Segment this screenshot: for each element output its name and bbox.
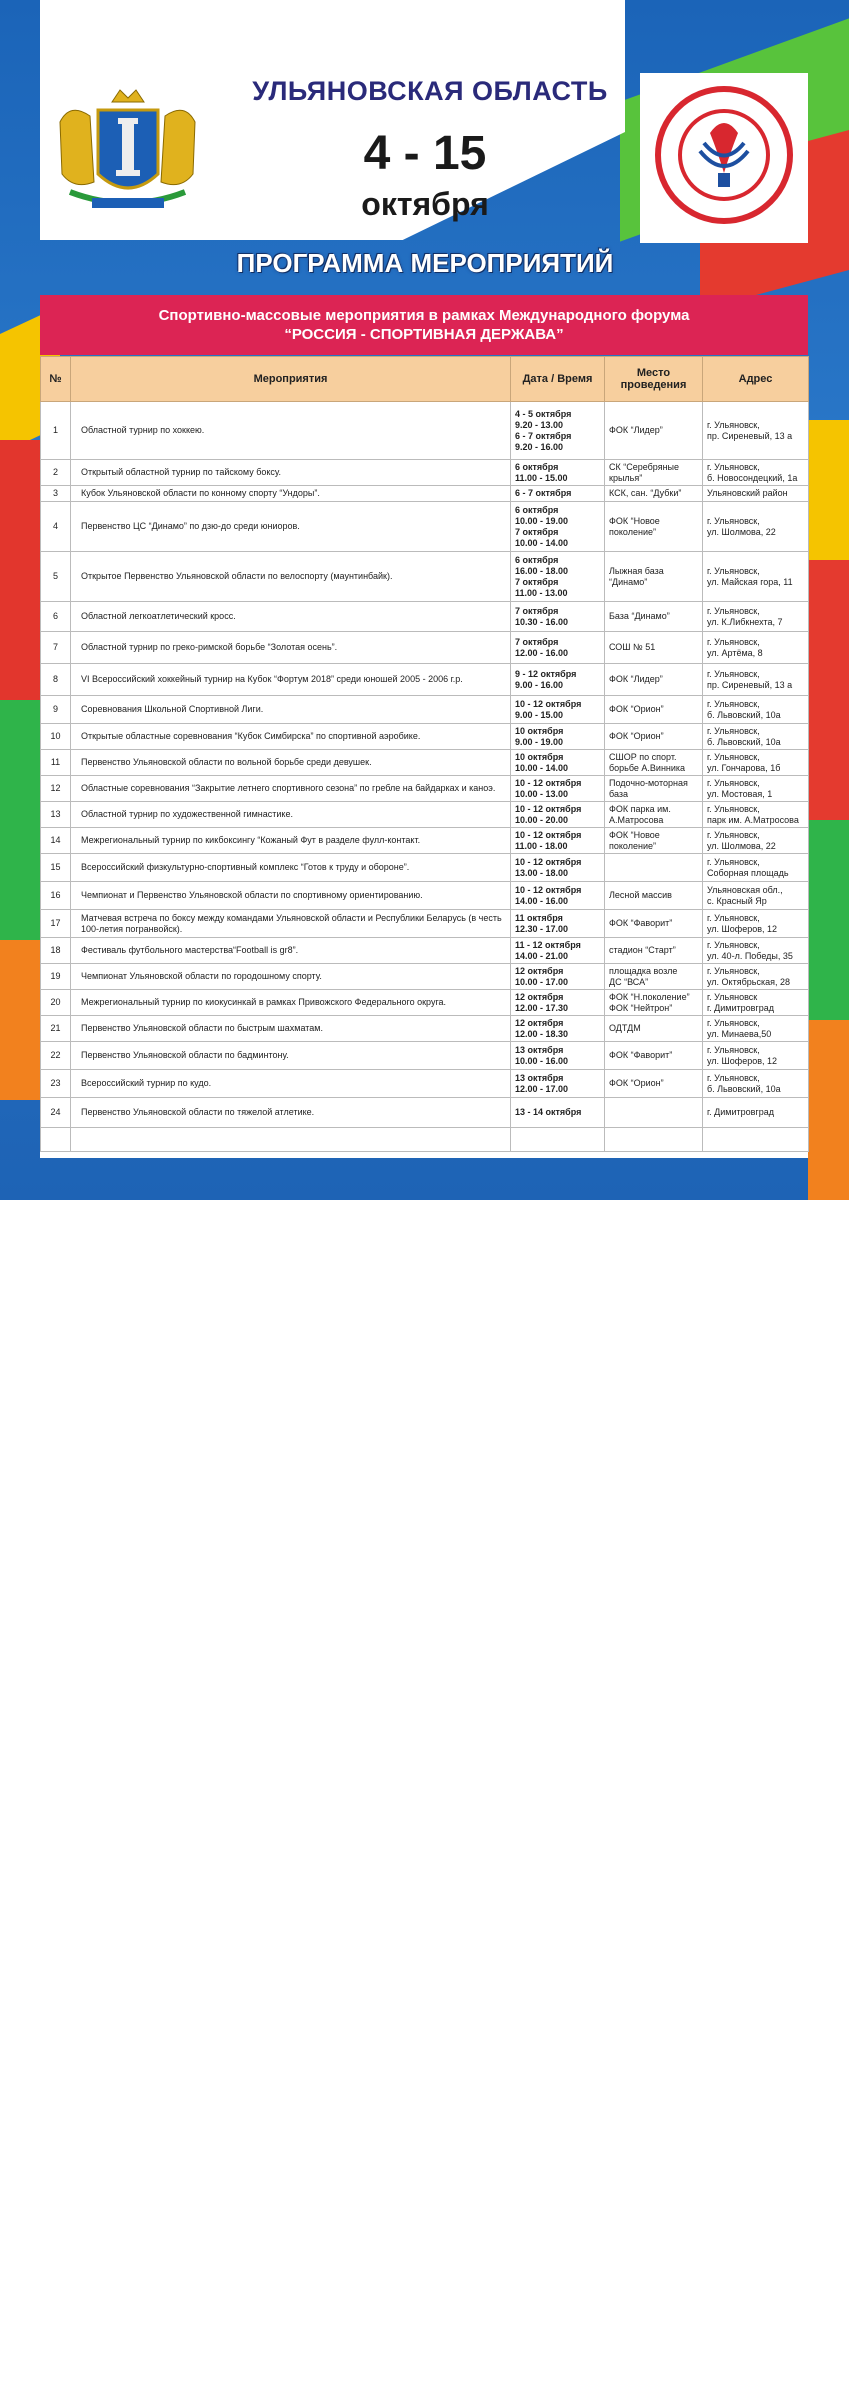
row-date: 10 - 12 октября 11.00 - 18.00 [511, 828, 605, 854]
event-month: октября [361, 186, 489, 222]
row-number: 19 [41, 964, 71, 990]
table-row [41, 882, 809, 910]
row-number: 8 [41, 664, 71, 696]
row-event: Чемпионат Ульяновской области по городошному спорту. [71, 964, 511, 990]
row-place: ФОК “Новое поколение” [605, 828, 703, 854]
row-place [605, 1098, 703, 1128]
coat-of-arms [50, 82, 205, 222]
row-number: 2 [41, 460, 71, 486]
row-event: Кубок Ульяновской области по конному спорту “Ундоры”. [71, 486, 511, 502]
row-event: Первенство ЦС “Динамо” по дзю-до среди юниоров. [71, 502, 511, 552]
row-event: Чемпионат и Первенство Ульяновской области по спортивному ориентированию. [71, 882, 511, 910]
row-date: 12 октября 12.00 - 17.30 [511, 990, 605, 1016]
row-address: Ульяновская обл., с. Красный Яр [703, 882, 809, 910]
row-address: г. Ульяновск, пр. Сиреневый, 13 а [703, 664, 809, 696]
row-number: 1 [41, 402, 71, 460]
table-row [41, 502, 809, 552]
decor-stripe-orange-right [808, 1020, 849, 1200]
row-date: 6 - 7 октября [511, 486, 605, 502]
row-event: Областной турнир по художественной гимнастике. [71, 802, 511, 828]
row-place: СШОР по спорт. борьбе А.Винника [605, 750, 703, 776]
empty-cell [511, 1128, 605, 1152]
row-event: Областной турнир по хоккею. [71, 402, 511, 460]
row-place: СК “Серебряные крылья” [605, 460, 703, 486]
table-row [41, 602, 809, 632]
row-event: Межрегиональный турнир по кикбоксингу “Кожаный Фут в разделе фулл-контакт. [71, 828, 511, 854]
header-address: Адрес [703, 357, 809, 402]
empty-cell [703, 1128, 809, 1152]
row-event: Матчевая встреча по боксу между командами Ульяновской области и Республики Беларусь (в честь 100-летия погранвойск). [71, 910, 511, 938]
table-header-row [41, 357, 809, 402]
table-row [41, 990, 809, 1016]
row-number: 15 [41, 854, 71, 882]
row-number: 22 [41, 1042, 71, 1070]
table-row [41, 460, 809, 486]
row-place: База “Динамо” [605, 602, 703, 632]
row-place: Лыжная база “Динамо” [605, 552, 703, 602]
row-address: г. Ульяновск, ул. 40-л. Победы, 35 [703, 938, 809, 964]
row-address: г. Ульяновск, ул. Шолмова, 22 [703, 828, 809, 854]
row-date: 6 октября 16.00 - 18.00 7 октября 11.00 - 13.00 [511, 552, 605, 602]
row-address: г. Ульяновск, пр. Сиреневый, 13 а [703, 402, 809, 460]
row-date: 12 октября 12.00 - 18.30 [511, 1016, 605, 1042]
row-date: 10 - 12 октября 14.00 - 16.00 [511, 882, 605, 910]
row-address: г. Ульяновск, ул. Октябрьская, 28 [703, 964, 809, 990]
row-place: ФОК “Новое поколение” [605, 502, 703, 552]
row-number: 5 [41, 552, 71, 602]
decor-stripe-green [0, 700, 45, 940]
row-address: г. Ульяновск, б. Львовский, 10а [703, 724, 809, 750]
row-address: г. Ульяновск, ул. Майская гора, 11 [703, 552, 809, 602]
header-event: Мероприятия [71, 357, 511, 402]
table-row [41, 828, 809, 854]
row-number: 12 [41, 776, 71, 802]
row-number: 14 [41, 828, 71, 854]
row-place: Лесной массив [605, 882, 703, 910]
row-place [605, 854, 703, 882]
row-date: 11 октября 12.30 - 17.00 [511, 910, 605, 938]
row-event: Открытый областной турнир по тайскому боксу. [71, 460, 511, 486]
row-place: ФОК “Фаворит” [605, 1042, 703, 1070]
row-address: г. Ульяновск, ул. Шолмова, 22 [703, 502, 809, 552]
row-event: VI Всероссийский хоккейный турнир на Кубок “Фортум 2018” среди юношей 2005 - 2006 г.р. [71, 664, 511, 696]
row-place: площадка возле ДС “ВСА” [605, 964, 703, 990]
row-address: г. Ульяновск, ул. Шоферов, 12 [703, 1042, 809, 1070]
row-address: Ульяновский район [703, 486, 809, 502]
row-number: 13 [41, 802, 71, 828]
row-place: ФОК “Лидер” [605, 402, 703, 460]
table-row [41, 724, 809, 750]
ministry-logo [640, 73, 808, 243]
row-address: г. Ульяновск, ул. К.Либкнехта, 7 [703, 602, 809, 632]
row-date: 12 октября 10.00 - 17.00 [511, 964, 605, 990]
decor-stripe-orange [0, 940, 45, 1100]
decor-stripe-red-right [808, 560, 849, 820]
row-event: Первенство Ульяновской области по бадминтону. [71, 1042, 511, 1070]
row-address: г. Ульяновск г. Димитровград [703, 990, 809, 1016]
row-date: 10 октября 9.00 - 19.00 [511, 724, 605, 750]
row-number: 16 [41, 882, 71, 910]
row-address: г. Ульяновск, ул. Минаева,50 [703, 1016, 809, 1042]
row-place: ФОК “Н.поколение” ФОК “Нейтрон” [605, 990, 703, 1016]
row-place: ФОК “Орион” [605, 724, 703, 750]
row-date: 10 - 12 октября 10.00 - 13.00 [511, 776, 605, 802]
row-date: 6 октября 11.00 - 15.00 [511, 460, 605, 486]
empty-cell [41, 1128, 71, 1152]
row-date: 7 октября 10.30 - 16.00 [511, 602, 605, 632]
row-address: г. Ульяновск, б. Новосондецкий, 1а [703, 460, 809, 486]
row-date: 10 - 12 октября 13.00 - 18.00 [511, 854, 605, 882]
table-row [41, 1098, 809, 1128]
row-date: 11 - 12 октября 14.00 - 21.00 [511, 938, 605, 964]
row-event: Открытые областные соревнования “Кубок Симбирска” по спортивной аэробике. [71, 724, 511, 750]
row-address: г. Ульяновск, ул. Шоферов, 12 [703, 910, 809, 938]
row-event: Областные соревнования “Закрытие летнего спортивного сезона” по гребле на байдарках и каноэ. [71, 776, 511, 802]
row-date: 6 октября 10.00 - 19.00 7 октября 10.00 - 14.00 [511, 502, 605, 552]
events-table [40, 356, 809, 1152]
table-row [41, 552, 809, 602]
table-row [41, 1042, 809, 1070]
row-number: 11 [41, 750, 71, 776]
row-date: 10 октября 10.00 - 14.00 [511, 750, 605, 776]
row-event: Открытое Первенство Ульяновской области по велоспорту (маунтинбайк). [71, 552, 511, 602]
table-row [41, 1016, 809, 1042]
row-event: Соревнования Школьной Спортивной Лиги. [71, 696, 511, 724]
row-date: 9 - 12 октября 9.00 - 16.00 [511, 664, 605, 696]
event-dates: 4 - 15 [363, 127, 487, 180]
row-event: Всероссийский физкультурно-спортивный комплекс “Готов к труду и обороне”. [71, 854, 511, 882]
row-address: г. Ульяновск, Соборная площадь [703, 854, 809, 882]
row-number: 6 [41, 602, 71, 632]
row-number: 4 [41, 502, 71, 552]
row-date: 10 - 12 октября 9.00 - 15.00 [511, 696, 605, 724]
row-date: 13 октября 12.00 - 17.00 [511, 1070, 605, 1098]
forum-banner [40, 295, 808, 355]
row-date: 13 - 14 октября [511, 1098, 605, 1128]
row-address: г. Ульяновск, ул. Гончарова, 1б [703, 750, 809, 776]
header-number: № [41, 357, 71, 402]
table-row [41, 1070, 809, 1098]
row-place: ФОК парка им. А.Матросова [605, 802, 703, 828]
table-row [41, 938, 809, 964]
row-event: Первенство Ульяновской области по вольной борьбе среди девушек. [71, 750, 511, 776]
row-number: 18 [41, 938, 71, 964]
table-row [41, 910, 809, 938]
region-title: УЛЬЯНОВСКАЯ ОБЛАСТЬ [252, 76, 608, 106]
table-row [41, 696, 809, 724]
table-row-empty [41, 1128, 809, 1152]
row-event: Всероссийский турнир по кудо. [71, 1070, 511, 1098]
banner-line-2: “РОССИЯ - СПОРТИВНАЯ ДЕРЖАВА” [284, 326, 564, 343]
events-table-wrap [40, 356, 808, 1158]
row-date: 10 - 12 октября 10.00 - 20.00 [511, 802, 605, 828]
row-place: СОШ № 51 [605, 632, 703, 664]
decor-stripe-green-right [808, 820, 849, 1020]
row-place: ФОК “Лидер” [605, 664, 703, 696]
row-place: ОДТДМ [605, 1016, 703, 1042]
row-address: г. Ульяновск, ул. Артёма, 8 [703, 632, 809, 664]
table-row [41, 750, 809, 776]
table-row [41, 632, 809, 664]
table-row [41, 664, 809, 696]
row-number: 10 [41, 724, 71, 750]
row-address: г. Димитровград [703, 1098, 809, 1128]
row-address: г. Ульяновск, парк им. А.Матросова [703, 802, 809, 828]
header-date: Дата / Время [511, 357, 605, 402]
decor-stripe-yellow-right [808, 420, 849, 560]
row-place: ФОК “Орион” [605, 696, 703, 724]
row-date: 13 октября 10.00 - 16.00 [511, 1042, 605, 1070]
row-place: КСК, сан. “Дубки” [605, 486, 703, 502]
row-number: 23 [41, 1070, 71, 1098]
table-row [41, 776, 809, 802]
row-number: 9 [41, 696, 71, 724]
header-place: Место проведения [605, 357, 703, 402]
empty-cell [71, 1128, 511, 1152]
ministry-logo-box [640, 73, 808, 243]
row-event: Областной легкоатлетический кросс. [71, 602, 511, 632]
row-event: Межрегиональный турнир по киокусинкай в рамках Привожского Федерального округа. [71, 990, 511, 1016]
row-address: г. Ульяновск, б. Львовский, 10а [703, 696, 809, 724]
table-row [41, 486, 809, 502]
row-address: г. Ульяновск, ул. Мостовая, 1 [703, 776, 809, 802]
row-number: 17 [41, 910, 71, 938]
banner-line-1: Спортивно-массовые мероприятия в рамках Международного форума [158, 307, 690, 324]
row-event: Первенство Ульяновской области по быстрым шахматам. [71, 1016, 511, 1042]
program-title: ПРОГРАММА МЕРОПРИЯТИЙ [236, 248, 614, 278]
row-date: 4 - 5 октября 9.20 - 13.00 6 - 7 октября 9.20 - 16.00 [511, 402, 605, 460]
row-address: г. Ульяновск, б. Львовский, 10а [703, 1070, 809, 1098]
row-number: 3 [41, 486, 71, 502]
row-event: Первенство Ульяновской области по тяжелой атлетике. [71, 1098, 511, 1128]
empty-cell [605, 1128, 703, 1152]
table-row [41, 854, 809, 882]
decor-stripe-red [0, 440, 45, 700]
row-event: Областной турнир по греко-римской борьбе “Золотая осень”. [71, 632, 511, 664]
row-event: Фестиваль футбольного мастерства“Football is gr8”. [71, 938, 511, 964]
row-place: ФОК “Фаворит” [605, 910, 703, 938]
row-place: стадион “Старт” [605, 938, 703, 964]
table-row [41, 402, 809, 460]
row-number: 24 [41, 1098, 71, 1128]
row-date: 7 октября 12.00 - 16.00 [511, 632, 605, 664]
row-place: Подочно-моторная база [605, 776, 703, 802]
row-number: 21 [41, 1016, 71, 1042]
row-number: 7 [41, 632, 71, 664]
table-row [41, 964, 809, 990]
row-place: ФОК “Орион” [605, 1070, 703, 1098]
table-row [41, 802, 809, 828]
row-number: 20 [41, 990, 71, 1016]
